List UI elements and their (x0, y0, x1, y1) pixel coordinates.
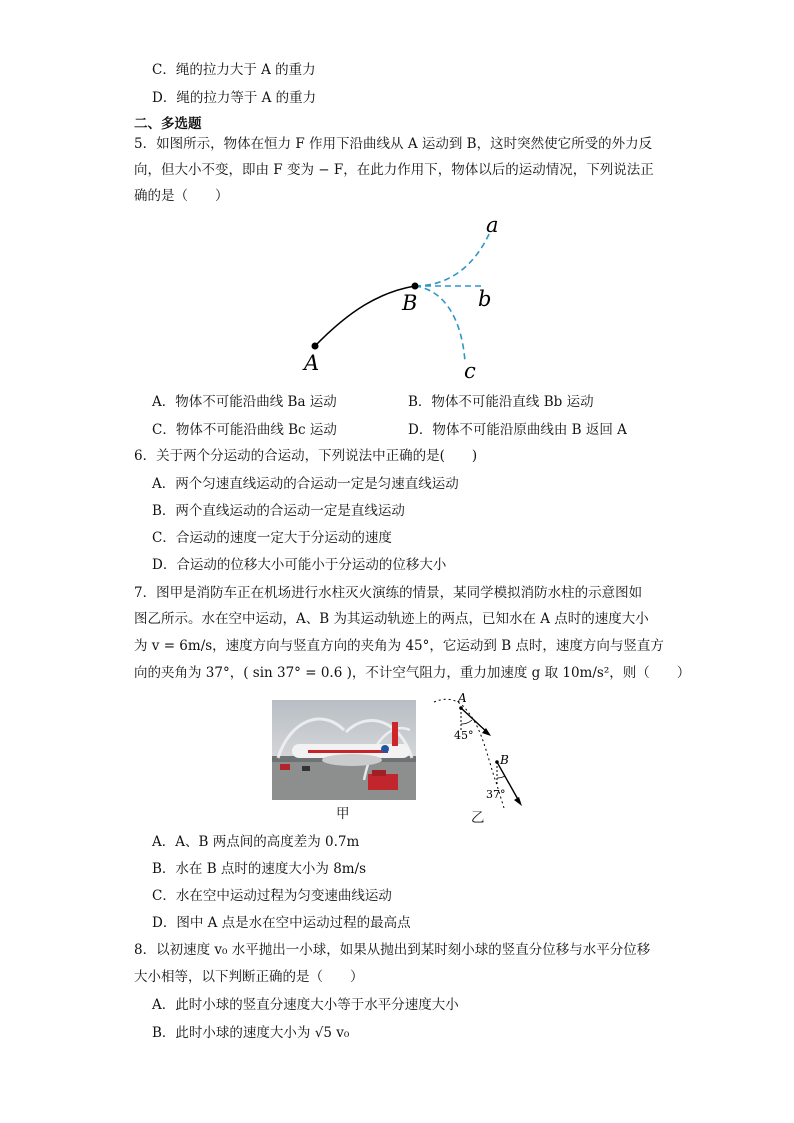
q5-stem-line2: 向，但大小不变，即由 F 变为 − F，在此力作用下，物体以后的运动情况，下列说法正 (134, 162, 654, 178)
prev-option-d: D．绳的拉力等于 A 的重力 (152, 90, 317, 106)
q7-point-A (459, 706, 463, 710)
q5-point-B (412, 283, 419, 290)
q5-label-a: a (486, 213, 499, 237)
q5-stem-line3: 确的是（ ） (134, 188, 229, 204)
q7-option-c: C．水在空中运动过程为匀变速曲线运动 (152, 888, 392, 904)
q8-stem-line2: 大小相等，以下判断正确的是（ ） (134, 969, 364, 985)
q7-angle-45: 45° (454, 729, 474, 742)
q7-option-b: B．水在 B 点时的速度大小为 8m/s (152, 861, 367, 877)
q5-curve-Bc (415, 286, 465, 362)
q8-option-b: B．此时小球的速度大小为 √5 v₀ (152, 1025, 350, 1041)
q6-option-c: C．合运动的速度一定大于分运动的速度 (152, 530, 392, 546)
q7-label-A: A (458, 691, 467, 705)
q7-option-a: A．A、B 两点间的高度差为 0.7m (152, 834, 360, 850)
q7-stem-line2: 图乙所示。水在空中运动，A、B 为其运动轨迹上的两点，已知水在 A 点时的速度大小 (134, 611, 649, 627)
q7-stem-line1: 7．图甲是消防车正在机场进行水柱灭火演练的情景，某同学模拟消防水柱的示意图如 (134, 585, 643, 601)
q5-point-A (312, 343, 319, 350)
q7-figure-yi (428, 690, 538, 815)
q7-angle-37: 37° (486, 788, 506, 801)
section-title: 二、多选题 (134, 116, 202, 132)
q7-point-B (495, 760, 499, 764)
q6-option-a: A．两个匀速直线运动的合运动一定是匀速直线运动 (152, 476, 459, 492)
q6-stem: 6．关于两个分运动的合运动，下列说法中正确的是( ) (134, 448, 478, 464)
q5-curve-Ba (415, 232, 490, 286)
q7-stem-line4: 向的夹角为 37°，( sin 37° = 0.6 )，不计空气阻力，重力加速度 g 取 10m/s²，则（ ） (134, 665, 691, 681)
q5-option-a: A．物体不可能沿曲线 Ba 运动 (152, 394, 337, 410)
q7-stem-line3: 为 v = 6m/s，速度方向与竖直方向的夹角为 45°，它运动到 B 点时，速度方向与竖直方 (134, 638, 664, 654)
q7-option-d: D．图中 A 点是水在空中运动过程的最高点 (152, 915, 411, 931)
q5-stem-line1: 5．如图所示，物体在恒力 F 作用下沿曲线从 A 运动到 B，这时突然使它所受的外力反 (134, 136, 653, 152)
q7-caption-jia: 甲 (336, 806, 350, 822)
q5-trajectory-figure (290, 210, 520, 385)
q5-curve-AB (315, 286, 418, 346)
q6-option-d: D．合运动的位移大小可能小于分运动的位移大小 (152, 557, 447, 573)
q5-option-c: C．物体不可能沿曲线 Bc 运动 (152, 422, 337, 438)
q7-photo-jia (272, 700, 416, 800)
q8-option-a: A．此时小球的竖直分速度大小等于水平分速度大小 (152, 997, 459, 1013)
q5-label-b: b (478, 287, 492, 311)
q5-label-B: B (402, 291, 418, 315)
q6-option-b: B．两个直线运动的合运动一定是直线运动 (152, 503, 405, 519)
q5-label-A: A (304, 351, 320, 375)
prev-option-c: C．绳的拉力大于 A 的重力 (152, 62, 316, 78)
q7-caption-yi: 乙 (471, 810, 485, 826)
q5-label-c: c (464, 359, 476, 383)
q5-option-b: B．物体不可能沿直线 Bb 运动 (408, 394, 594, 410)
q7-label-B: B (500, 753, 509, 767)
q8-stem-line1: 8．以初速度 v₀ 水平抛出一小球，如果从抛出到某时刻小球的竖直分位移与水平分位移 (134, 942, 651, 958)
q5-option-d: D．物体不可能沿原曲线由 B 返回 A (408, 422, 627, 438)
